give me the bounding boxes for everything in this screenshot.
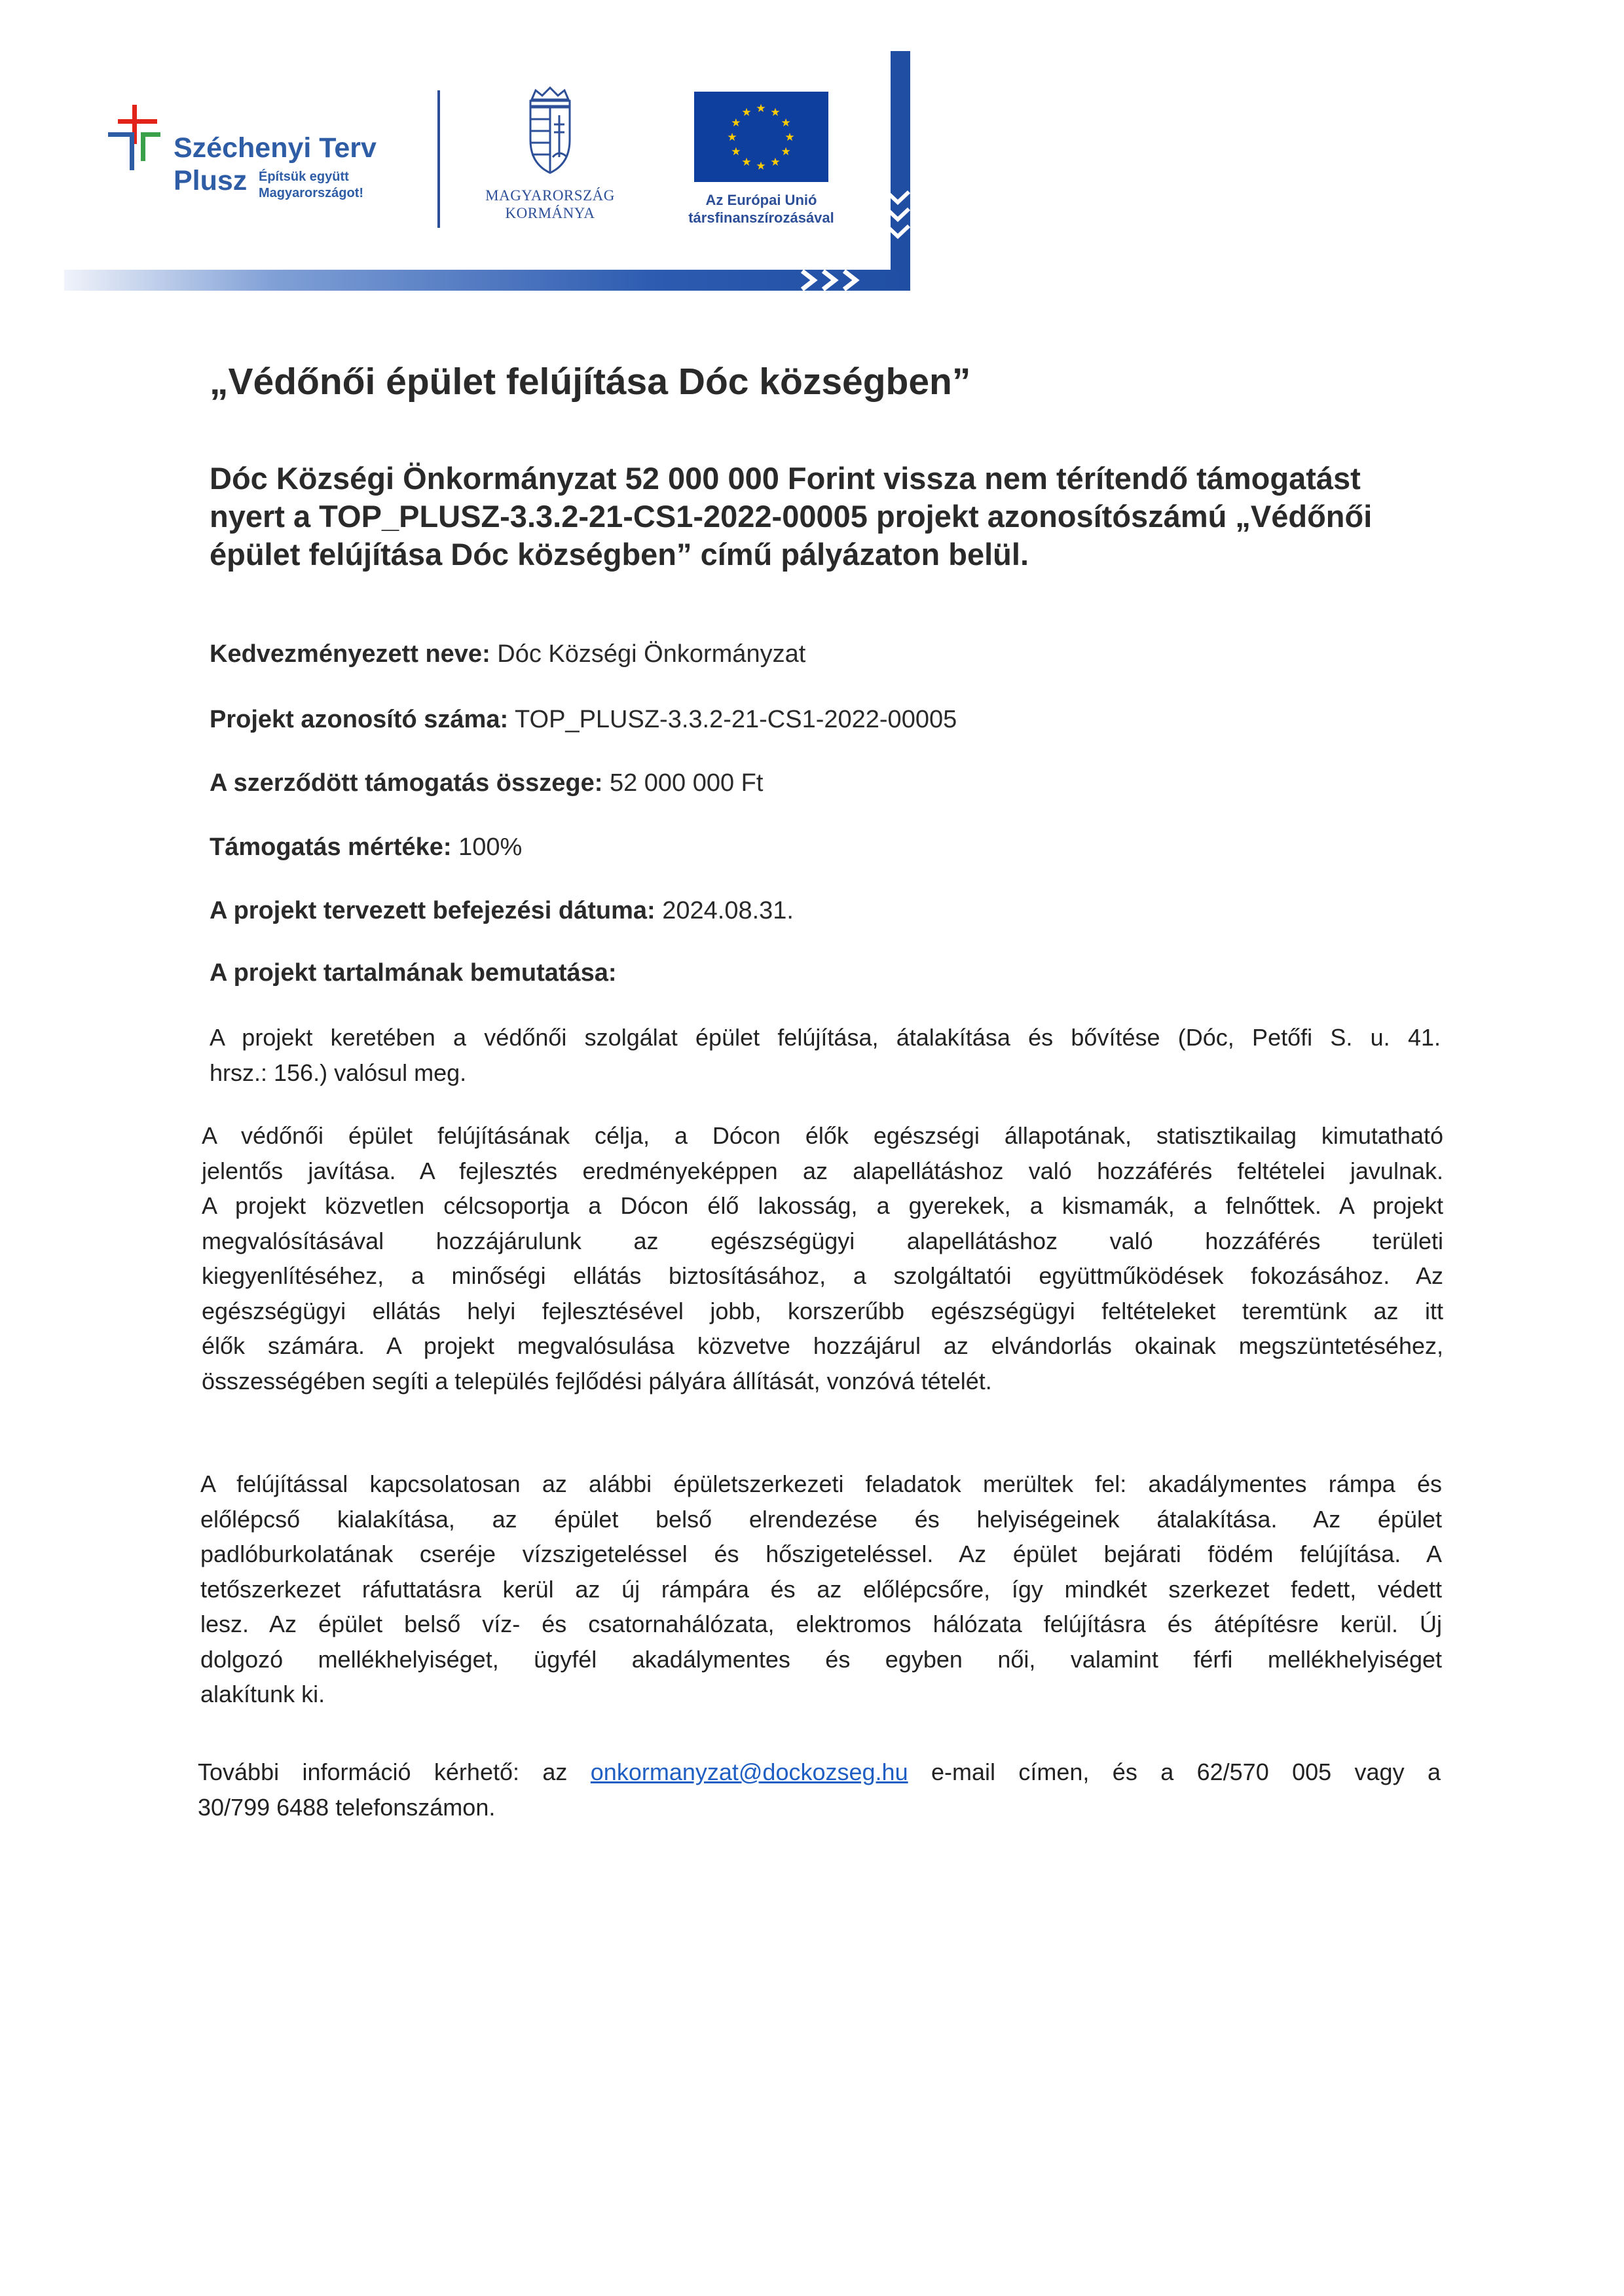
project-id-value: TOP_PLUSZ-3.3.2-21-CS1-2022-00005 xyxy=(515,706,957,733)
logo-divider xyxy=(437,90,440,228)
szechenyi-cross-icon xyxy=(105,105,170,177)
szechenyi-terv-label: Széchenyi Terv xyxy=(174,132,377,164)
subtitle-line: épület felújítása Dóc községben” című pályázaton belül. xyxy=(210,537,1029,572)
email-link[interactable]: onkormanyzat@dockozseg.hu xyxy=(590,1758,908,1785)
eu-cofinancing-logo xyxy=(674,92,871,236)
hungarian-government-logo xyxy=(471,85,629,236)
content-heading xyxy=(210,959,617,987)
eu-star: ★ xyxy=(770,105,781,118)
slogan-line-2: Magyarországot! xyxy=(259,186,364,200)
eu-star: ★ xyxy=(731,117,741,129)
beneficiary-label: Kedvezményezett neve: xyxy=(210,640,490,668)
szechenyi-slogan xyxy=(259,169,363,202)
eu-star: ★ xyxy=(784,131,795,143)
document-title: „Védőnői épület felújítása Dóc községben” xyxy=(210,361,971,403)
subtitle-line: Dóc Községi Önkormányzat 52 000 000 Forint vissza nem térítendő támogatást xyxy=(210,461,1361,496)
contact-prefix: További információ kérhető: az xyxy=(198,1758,568,1785)
eu-flag-icon xyxy=(694,92,828,182)
eu-text xyxy=(674,191,848,227)
contact-suffix: e-mail címen, és a 62/570 005 vagy a xyxy=(931,1758,1441,1785)
rate-field xyxy=(210,833,522,862)
right-chevrons-icon xyxy=(796,266,874,295)
amount-value: 52 000 000 Ft xyxy=(609,769,764,797)
end-date-value: 2024.08.31. xyxy=(662,897,794,924)
eu-star: ★ xyxy=(781,145,791,158)
end-date-field xyxy=(210,897,794,925)
paragraph-line: kiegyenlítéséhez, a minőségi ellátás biztosításához, a szolgáltatói együttműködések fokozásához. Az xyxy=(202,1262,1443,1289)
subtitle-line: nyert a TOP_PLUSZ-3.3.2-21-CS1-2022-00005 projekt azonosítószámú „Védőnői xyxy=(210,499,1373,534)
government-line-1: MAGYARORSZÁG xyxy=(485,187,615,204)
eu-star: ★ xyxy=(756,160,766,172)
paragraph-line: élők számára. A projekt megvalósulása közvetve hozzájárul az elvándorlás okainak megszüntetéséhez, xyxy=(202,1332,1443,1359)
paragraph-line: A védőnői épület felújításának célja, a Dócon élők egészségi állapotának, statisztikailag kimutatható xyxy=(202,1122,1443,1149)
hungarian-coat-of-arms-icon xyxy=(524,85,576,177)
paragraph-line: A projekt keretében a védőnői szolgálat épület felújítása, átalakítása és bővítése (Dóc, Petőfi S. u. 41. xyxy=(210,1024,1441,1051)
paragraph-line: padlóburkolatának cseréje vízszigeteléssel és hőszigeteléssel. Az épület bejárati födém felújítása. A xyxy=(200,1540,1442,1567)
eu-star: ★ xyxy=(727,131,737,143)
paragraph-construction-tasks xyxy=(200,1467,1442,1712)
paragraph-contact xyxy=(198,1755,1441,1825)
paragraph-line: tetőszerkezet ráfuttatásra kerül az új rámpára és az előlépcsőre, így mindkét szerkezet fedett, védett xyxy=(200,1575,1442,1603)
eu-stars xyxy=(694,92,828,182)
contact-line-2: 30/799 6488 telefonszámon. xyxy=(198,1793,496,1821)
content-heading-label: A projekt tartalmának bemutatása: xyxy=(210,959,617,987)
paragraph-line: A felújítással kapcsolatosan az alábbi épületszerkezeti feladatok merültek fel: akadálymentes rámpa és xyxy=(200,1470,1442,1497)
rate-value: 100% xyxy=(458,833,523,861)
paragraph-project-goals xyxy=(202,1118,1443,1398)
amount-label: A szerződött támogatás összege: xyxy=(210,769,603,797)
eu-line-1: Az Európai Unió xyxy=(705,192,817,208)
government-line-2: KORMÁNYA xyxy=(505,205,595,221)
down-chevrons-icon xyxy=(881,187,914,246)
paragraph-line: összességében segíti a település fejlődési pályára állítását, vonzóvá tételét. xyxy=(202,1367,992,1394)
eu-line-2: társfinanszírozásával xyxy=(688,210,834,226)
paragraph-line: lesz. Az épület belső víz- és csatornahálózata, elektromos hálózata felújításra és átépítésre kerül. Új xyxy=(200,1611,1442,1637)
beneficiary-value: Dóc Községi Önkormányzat xyxy=(497,640,806,668)
paragraph-line: A projekt közvetlen célcsoportja a Dócon élő lakosság, a gyerekek, a kismamák, a felnőttek. A projekt xyxy=(202,1192,1443,1219)
eu-star: ★ xyxy=(770,156,781,169)
paragraph-line: dolgozó mellékhelyiséget, ügyfél akadálymentes és egyben női, valamint férfi mellékhelyiséget xyxy=(200,1645,1442,1673)
eu-star: ★ xyxy=(731,145,741,158)
paragraph-line: előlépcső kialakítása, az épület belső elrendezése és helyiségeinek átalakítása. Az épület xyxy=(200,1505,1442,1533)
eu-star: ★ xyxy=(756,102,766,115)
government-text xyxy=(471,187,629,222)
paragraph-line: egészségügyi ellátás helyi fejlesztésével jobb, korszerűbb egészségügyi feltételeket teremtünk az itt xyxy=(202,1297,1443,1324)
paragraph-line: hrsz.: 156.) valósul meg. xyxy=(210,1059,467,1086)
header-side-bar xyxy=(891,51,910,291)
eu-star: ★ xyxy=(741,105,752,118)
project-id-field xyxy=(210,706,957,734)
project-id-label: Projekt azonosító száma: xyxy=(210,706,509,733)
plusz-label: Plusz xyxy=(174,165,248,196)
slogan-line-1: Építsük együtt xyxy=(259,170,349,184)
paragraph-line: alakítunk ki. xyxy=(200,1681,325,1707)
paragraph-project-scope xyxy=(210,1020,1441,1090)
contact-line xyxy=(198,1755,1441,1790)
rate-label: Támogatás mértéke: xyxy=(210,833,452,861)
paragraph-line: megvalósításával hozzájárulunk az egészségügyi alapellátáshoz való hozzáférés területi xyxy=(202,1227,1443,1254)
beneficiary-field xyxy=(210,640,805,668)
document-subtitle xyxy=(210,460,1473,574)
end-date-label: A projekt tervezett befejezési dátuma: xyxy=(210,897,655,924)
amount-field xyxy=(210,769,763,797)
eu-star: ★ xyxy=(741,156,752,169)
paragraph-line: jelentős javítása. A fejlesztés eredményeképpen az alapellátáshoz való hozzáférés feltételei javulnak. xyxy=(202,1157,1443,1184)
eu-star: ★ xyxy=(781,117,791,129)
szechenyi-terv-plusz-logo xyxy=(105,85,406,229)
header-bottom-bar xyxy=(64,270,910,291)
